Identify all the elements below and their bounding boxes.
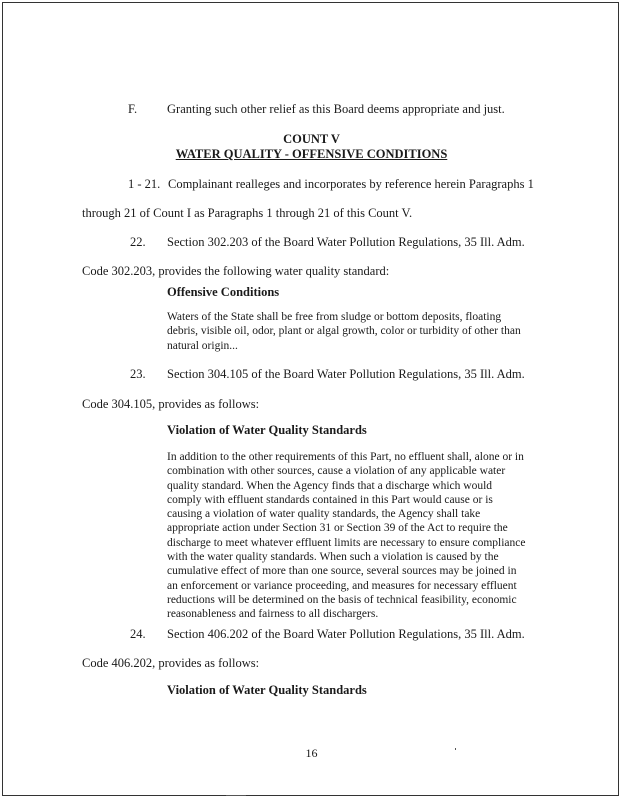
paragraph-24-line-1: Section 406.202 of the Board Water Pollution Regulations, 35 Ill. Adm.	[167, 627, 525, 641]
paragraph-24-line-2: Code 406.202, provides as follows:	[82, 656, 260, 670]
page-number: 16	[305, 746, 318, 760]
violation-standards-heading: Violation of Water Quality Standards	[167, 423, 367, 437]
paragraph-1-21-line-1: Complainant realleges and incorporates by reference herein Paragraphs 1	[168, 177, 534, 191]
count-title: WATER QUALITY - OFFENSIVE CONDITIONS	[175, 147, 448, 161]
paragraph-number-23: 23.	[130, 367, 146, 381]
prayer-text: Granting such other relief as this Board deems appropriate and just.	[167, 102, 505, 116]
scan-speck	[226, 795, 246, 796]
paragraph-22-line-1: Section 302.203 of the Board Water Pollution Regulations, 35 Ill. Adm.	[167, 235, 525, 249]
violation-standards-heading-2: Violation of Water Quality Standards	[167, 683, 367, 697]
paragraph-1-21-line-2: through 21 of Count I as Paragraphs 1 through 21 of this Count V.	[82, 206, 413, 220]
offensive-conditions-heading: Offensive Conditions	[167, 285, 280, 299]
paragraph-23-line-1: Section 304.105 of the Board Water Pollution Regulations, 35 Ill. Adm.	[167, 367, 525, 381]
paragraph-22-line-2: Code 302.203, provides the following water quality standard:	[82, 264, 390, 278]
violation-standards-quote: In addition to the other requirements of this Part, no effluent shall, alone or in combination with other sources, cause a violation of any applicable water quality standard. When the Agency finds that a discharge which would comply with effluent standards contained in this Part would cause or is causing a violation of water quality standards, the Agency shall take appropriate action under Section 31 or Section 39 of the Act to require the discharge to meet whatever effluent limits are necessary to ensure compliance with the water quality standards. When such a violation is caused by the cumulative effect of more than one source, several sources may be joined in an enforcement or variance proceeding, and measures for necessary effluent reductions will be determined on the basis of technical feasibility, economic reasonableness and fairness to all dischargers.	[167, 451, 526, 621]
paragraph-23-line-2: Code 304.105, provides as follows:	[82, 397, 260, 411]
paragraph-number-22: 22.	[130, 235, 146, 249]
scan-speck	[455, 748, 456, 750]
count-number: COUNT V	[283, 132, 340, 146]
paragraph-number-24: 24.	[130, 627, 146, 641]
offensive-conditions-quote: Waters of the State shall be free from sludge or bottom deposits, floating debris, visible oil, odor, plant or algal growth, color or turbidity of other than natural origin...	[167, 311, 521, 352]
prayer-label: F.	[128, 102, 138, 116]
paragraph-number-1-21: 1 - 21.	[128, 177, 161, 191]
